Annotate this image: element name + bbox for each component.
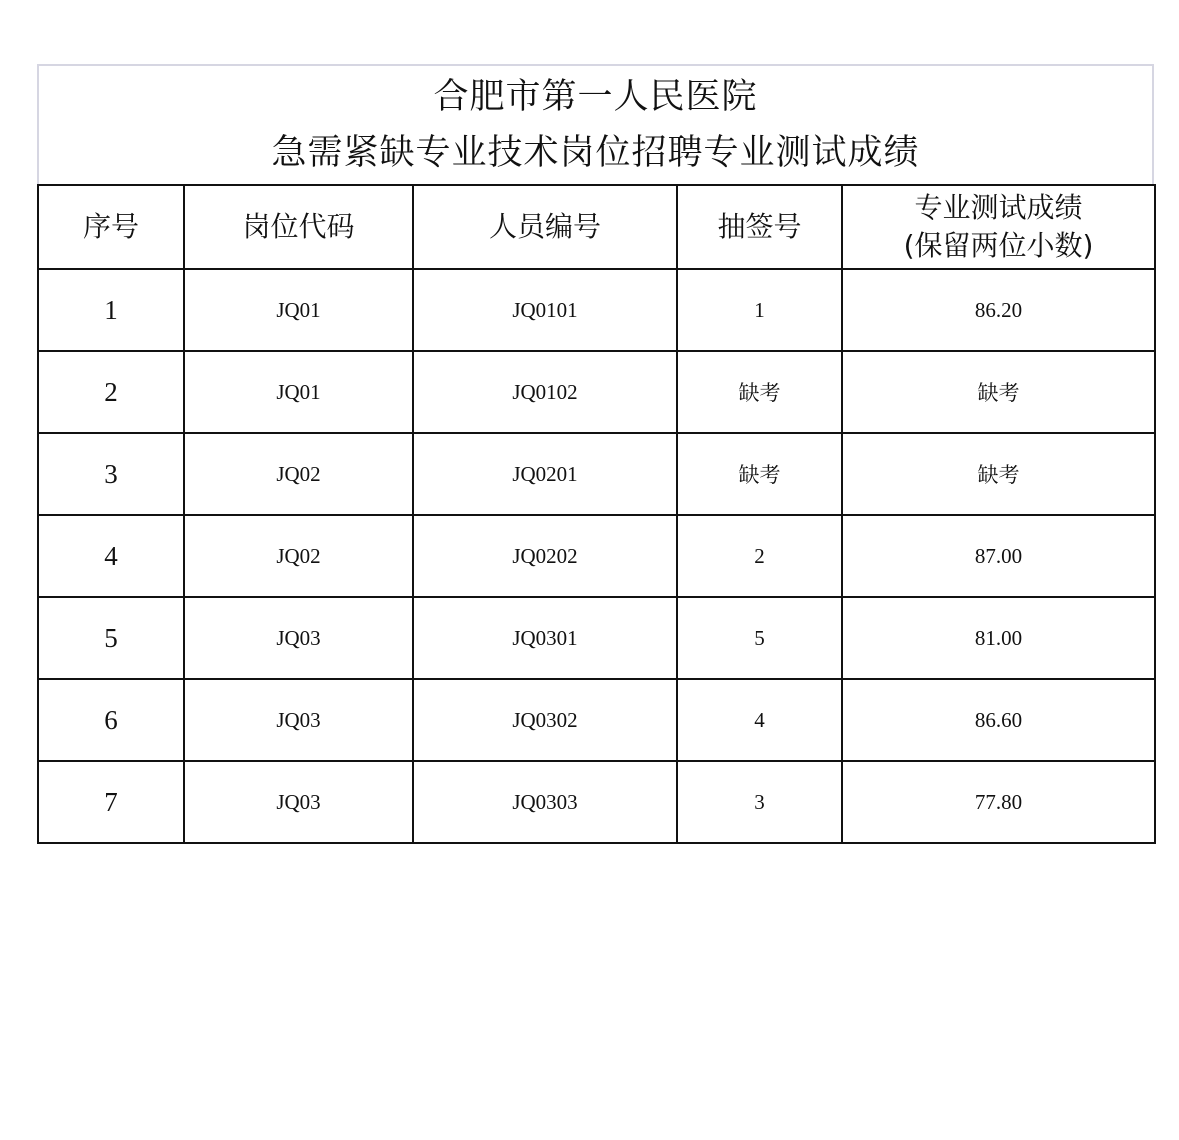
header-lot-number: 抽签号: [677, 185, 842, 269]
table-row: [38, 269, 1155, 351]
cell-lot-number: 3: [677, 761, 842, 843]
cell-score: 81.00: [842, 597, 1155, 679]
cell-position-code: JQ01: [184, 269, 413, 351]
cell-person-id: JQ0302: [413, 679, 677, 761]
cell-seq: 1: [38, 269, 184, 351]
cell-position-code: JQ03: [184, 597, 413, 679]
table-row: [38, 761, 1155, 843]
cell-seq: 2: [38, 351, 184, 433]
cell-score: 77.80: [842, 761, 1155, 843]
cell-lot-number: 2: [677, 515, 842, 597]
cell-lot-number: 缺考: [677, 433, 842, 515]
header-seq: 序号: [38, 185, 184, 269]
cell-position-code: JQ02: [184, 515, 413, 597]
cell-person-id: JQ0102: [413, 351, 677, 433]
cell-position-code: JQ02: [184, 433, 413, 515]
hospital-title: 合肥市第一人民医院: [433, 77, 758, 117]
cell-lot-number: 1: [677, 269, 842, 351]
header-score-line2: (保留两位小数): [903, 229, 1094, 262]
cell-person-id: JQ0101: [413, 269, 677, 351]
header-row: [38, 185, 1155, 269]
cell-position-code: JQ03: [184, 761, 413, 843]
cell-score: 86.20: [842, 269, 1155, 351]
document-title: 急需紧缺专业技术岗位招聘专业测试成绩: [271, 133, 920, 173]
cell-position-code: JQ01: [184, 351, 413, 433]
table-row: [38, 597, 1155, 679]
table-row: [38, 351, 1155, 433]
cell-seq: 5: [38, 597, 184, 679]
cell-seq: 4: [38, 515, 184, 597]
cell-lot-number: 5: [677, 597, 842, 679]
table-row: [38, 433, 1155, 515]
cell-person-id: JQ0202: [413, 515, 677, 597]
table-row: [38, 515, 1155, 597]
cell-position-code: JQ03: [184, 679, 413, 761]
cell-lot-number: 缺考: [677, 351, 842, 433]
cell-lot-number: 4: [677, 679, 842, 761]
table-row: [38, 679, 1155, 761]
cell-seq: 7: [38, 761, 184, 843]
cell-score: 87.00: [842, 515, 1155, 597]
title-box: [37, 64, 1154, 184]
cell-person-id: JQ0201: [413, 433, 677, 515]
header-score: [842, 185, 1155, 269]
scores-table: [37, 184, 1156, 844]
header-score-line1: 专业测试成绩: [914, 191, 1083, 224]
header-person-id: 人员编号: [413, 185, 677, 269]
cell-person-id: JQ0303: [413, 761, 677, 843]
score-sheet: [37, 64, 1154, 844]
cell-seq: 3: [38, 433, 184, 515]
cell-person-id: JQ0301: [413, 597, 677, 679]
cell-score: 缺考: [842, 351, 1155, 433]
header-position-code: 岗位代码: [184, 185, 413, 269]
cell-score: 缺考: [842, 433, 1155, 515]
cell-score: 86.60: [842, 679, 1155, 761]
cell-seq: 6: [38, 679, 184, 761]
